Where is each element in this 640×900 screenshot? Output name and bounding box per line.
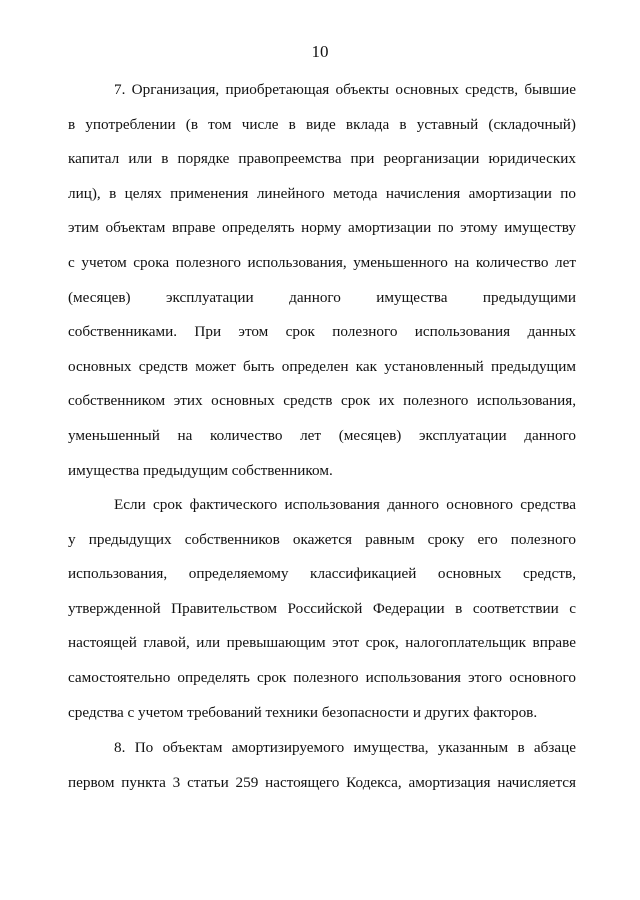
text-line: лиц), в целях применения линейного метода начисления амортизации по	[68, 184, 576, 202]
text-line: имущества предыдущим собственником.	[68, 461, 333, 479]
text-line: собственником этих основных средств срок их полезного использования,	[68, 392, 576, 410]
text-line: у предыдущих собственников окажется равным сроку его полезного	[68, 530, 576, 548]
text-line: основных средств может быть определен как установленный предыдущим	[68, 357, 576, 375]
text-line: использования, определяемому классификацией основных средств,	[68, 565, 576, 583]
text-line: самостоятельно определять срок полезного использования этого основного	[68, 668, 576, 686]
text-line: Если срок фактического использования данного основного средства	[114, 496, 576, 513]
paragraph-item-8	[68, 731, 576, 800]
text-line: собственниками. При этом срок полезного использования данных	[68, 323, 576, 341]
text-line: средства с учетом требований техники безопасности и других факторов.	[68, 703, 538, 721]
text-line: 7. Организация, приобретающая объекты основных средств, бывшие	[114, 81, 576, 98]
text-line: первом пункта 3 статьи 259 настоящего Кодекса, амортизация начисляется	[68, 773, 576, 791]
paragraph-useful-life	[68, 488, 576, 730]
text-line: настоящей главой, или превышающим этот срок, налогоплательщик вправе	[68, 634, 576, 652]
text-line: уменьшенный на количество лет (месяцев) эксплуатации данного	[68, 426, 576, 444]
page-number: 10	[311, 42, 329, 61]
text-line: этим объектам вправе определять норму амортизации по этому имуществу	[68, 219, 576, 237]
text-line: утвержденной Правительством Российской Федерации в соответствии с	[68, 599, 576, 617]
paragraph-item-7	[68, 73, 576, 488]
text-line: (месяцев) эксплуатации данного имущества предыдущими	[68, 288, 576, 306]
text-line: капитал или в порядке правопреемства при реорганизации юридических	[68, 150, 576, 168]
text-line: 8. По объектам амортизируемого имущества, указанным в абзаце	[114, 739, 576, 756]
text-line: в употреблении (в том числе в виде вклада в уставный (складочный)	[68, 115, 576, 133]
text-line: с учетом срока полезного использования, уменьшенного на количество лет	[68, 253, 576, 271]
